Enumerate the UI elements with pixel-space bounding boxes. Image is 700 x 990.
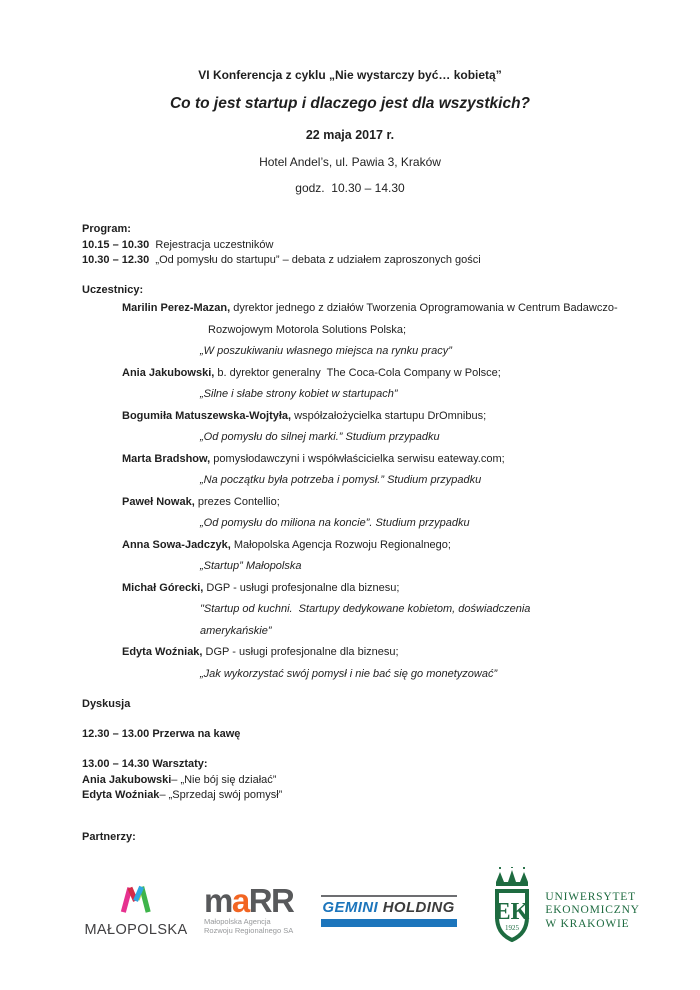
gemini-blue-bar bbox=[321, 919, 457, 927]
participant-role: b. dyrektor generalny The Coca-Cola Company w Polsce; bbox=[214, 366, 501, 379]
participant-role: współzałożycielka startupu DrOmnibus; bbox=[291, 409, 487, 422]
coffee-break-line: 12.30 – 13.00 Przerwa na kawę bbox=[82, 727, 241, 740]
participant-name-line bbox=[82, 298, 660, 320]
participant-talk-title-continuation: amerykańskie” bbox=[200, 624, 272, 637]
participant-name: Marta Bradshow, bbox=[122, 452, 211, 465]
uek-text-line1: UNIWERSYTET bbox=[545, 890, 636, 903]
participant-role: DGP - usługi profesjonalne dla biznesu; bbox=[203, 581, 400, 594]
program-item-text: „Od pomysłu do startupu” – debata z udziałem zaproszonych gości bbox=[149, 254, 481, 266]
participant-name: Marilin Perez-Mazan, bbox=[122, 302, 231, 314]
program-heading: Program: bbox=[82, 223, 131, 235]
program-item-time: 10.15 – 10.30 bbox=[82, 238, 150, 251]
conference-venue: Hotel Andel’s, ul. Pawia 3, Kraków bbox=[259, 155, 441, 169]
participant-role: dyrektor jednego z działów Tworzenia Oprogramowania w Centrum Badawczo- bbox=[230, 302, 618, 314]
participant-name-line bbox=[82, 492, 660, 514]
gemini-holding-logo bbox=[321, 895, 457, 927]
workshop-item bbox=[82, 788, 660, 804]
holding-word: HOLDING bbox=[378, 899, 455, 916]
conference-title: Co to jest startup i dlaczego jest dla wszystkich? bbox=[169, 95, 531, 112]
participant-talk-title: „Jak wykorzystać swój pomysł i nie bać się go monetyzować” bbox=[200, 667, 498, 680]
partners-heading: Partnerzy: bbox=[82, 830, 136, 843]
uek-crest-icon bbox=[489, 867, 535, 956]
marr-subtext-line1: Małopolska Agencja bbox=[204, 917, 271, 926]
participant-talk-title: "Startup od kuchni. Startupy dedykowane kobietom, doświadczenia bbox=[200, 603, 531, 615]
malopolska-logo bbox=[84, 884, 188, 938]
participant-name-line bbox=[82, 449, 660, 471]
marr-logo bbox=[204, 882, 294, 935]
participant-role: Małopolska Agencja Rozwoju Regionalnego; bbox=[230, 538, 451, 551]
workshop-leader: Ania Jakubowski bbox=[82, 773, 172, 786]
uek-year: 1925 bbox=[505, 923, 520, 932]
participant-name: Paweł Nowak, bbox=[122, 495, 195, 508]
participant-name: Anna Sowa-Jadczyk, bbox=[122, 538, 231, 551]
participant-role: pomysłodawczyni i współwłaścicielka serwisu eateway.com; bbox=[210, 452, 505, 465]
program-item-text: Rejestracja uczestników bbox=[149, 238, 274, 251]
participant-role-continuation: Rozwojowym Motorola Solutions Polska; bbox=[208, 323, 407, 336]
participant-name-line bbox=[82, 363, 660, 385]
marr-letters-rr: RR bbox=[248, 882, 294, 919]
workshops-heading: 13.00 – 14.30 Warsztaty: bbox=[82, 758, 208, 770]
uek-logo bbox=[489, 867, 639, 956]
workshop-title: – „Nie bój się działać” bbox=[171, 773, 277, 786]
workshop-title: – „Sprzedaj swój pomysł” bbox=[159, 789, 283, 801]
participant-name: Bogumiła Matuszewska-Wojtyła, bbox=[122, 409, 292, 422]
participant-name: Michał Górecki, bbox=[122, 581, 204, 594]
participant-talk-title: „Silne i słabe strony kobiet w startupach” bbox=[200, 388, 398, 400]
participant-name: Ania Jakubowski, bbox=[122, 366, 215, 379]
gemini-wordmark bbox=[321, 897, 457, 919]
participant-role: DGP - usługi profesjonalne dla biznesu; bbox=[202, 646, 399, 658]
program-item bbox=[82, 253, 660, 269]
malopolska-logo-label: MAŁOPOLSKA bbox=[84, 922, 188, 938]
workshop-item bbox=[82, 773, 660, 789]
participant-role: prezes Contellio; bbox=[194, 495, 280, 508]
discussion-label: Dyskusja bbox=[82, 698, 131, 710]
conference-date: 22 maja 2017 r. bbox=[305, 128, 395, 142]
participant-name-line bbox=[82, 578, 660, 600]
participant-name-line bbox=[82, 535, 660, 557]
participants-list bbox=[82, 298, 660, 685]
participant-name-line bbox=[82, 642, 660, 664]
uek-monogram: EK bbox=[495, 898, 530, 925]
marr-letter-a: a bbox=[231, 882, 249, 919]
marr-letter-m: m bbox=[204, 882, 232, 919]
participant-talk-title: „Startup” Małopolska bbox=[200, 560, 302, 572]
program-item-time: 10.30 – 12.30 bbox=[82, 254, 150, 266]
workshops-section bbox=[82, 757, 660, 804]
program-item bbox=[82, 238, 660, 254]
participant-name-line bbox=[82, 406, 660, 428]
malopolska-m-icon bbox=[118, 884, 154, 917]
conference-hours: godz. 10.30 – 14.30 bbox=[295, 181, 405, 195]
gemini-word: GEMINI bbox=[322, 899, 379, 916]
participant-name: Edyta Woźniak, bbox=[122, 646, 203, 658]
uek-logo-text bbox=[545, 891, 639, 932]
participant-talk-title: „Na początku była potrzeba i pomysł.” Studium przypadku bbox=[200, 474, 482, 486]
conference-series-line: VI Konferencja z cyklu „Nie wystarczy być… kobietą” bbox=[198, 68, 502, 82]
workshop-leader: Edyta Woźniak bbox=[82, 789, 160, 801]
document-body bbox=[82, 222, 660, 957]
uek-text-line2: EKONOMICZNY bbox=[545, 904, 640, 917]
participants-heading: Uczestnicy: bbox=[82, 283, 144, 296]
marr-wordmark bbox=[204, 882, 294, 919]
marr-subtext bbox=[204, 917, 293, 935]
participant-talk-title: „Od pomysłu do silnej marki.” Studium przypadku bbox=[200, 431, 440, 443]
participant-talk-title: „W poszukiwaniu własnego miejsca na rynku pracy” bbox=[200, 345, 452, 357]
partner-logos-row bbox=[84, 865, 660, 957]
marr-subtext-line2: Rozwoju Regionalnego SA bbox=[204, 926, 294, 935]
document-header bbox=[0, 0, 700, 196]
participant-talk-title: „Od pomysłu do miliona na koncie”. Studium przypadku bbox=[200, 517, 470, 529]
uek-text-line3: W KRAKOWIE bbox=[545, 917, 630, 930]
